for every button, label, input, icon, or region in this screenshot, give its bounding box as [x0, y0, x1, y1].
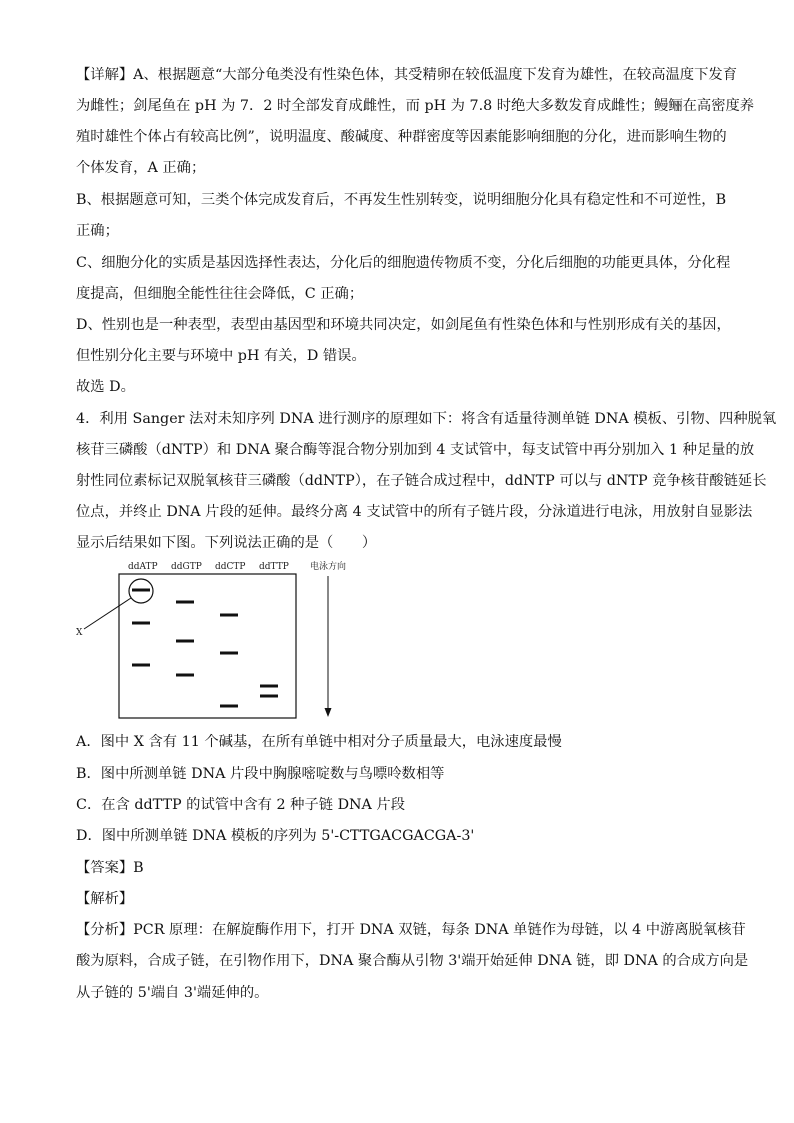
text-line: D、性别也是一种表型，表型由基因型和环境共同决定，如剑尾鱼有性染色体和与性别形成有关的基因，: [76, 317, 731, 333]
text-line: 【详解】A、根据题意“大部分龟类没有性染色体，其受精卵在较低温度下发育为雄性，在较高温度下发育: [76, 67, 737, 83]
lane-label-ddgtp: ddGTP: [171, 562, 202, 572]
lane-label-ddttp: ddTTP: [259, 562, 289, 572]
option-b: B．图中所测单链 DNA 片段中胸腺嘧啶数与鸟嘌呤数相等: [76, 766, 445, 782]
analysis-line: 酸为原料，合成子链，在引物作用下，DNA 聚合酶从引物 3'端开始延伸 DNA 链，即 DNA 的合成方向是: [76, 953, 749, 969]
option-a: A．图中 X 含有 11 个碱基，在所有单链中相对分子质量最大，电泳速度最慢: [76, 734, 562, 750]
text-line: 殖时雄性个体占有较高比例”，说明温度、酸碱度、种群密度等因素能影响细胞的分化，进而影响生物的: [76, 129, 727, 145]
question-line: 核苷三磷酸（dNTP）和 DNA 聚合酶等混合物分别加到 4 支试管中，每支试管中再分别加入 1 种足量的放: [76, 442, 755, 458]
band-ddatp-2: [132, 622, 150, 625]
band-ddgtp-2: [176, 640, 194, 643]
band-ddgtp-1: [176, 601, 194, 604]
lane-label-ddatp: ddATP: [128, 562, 158, 572]
direction-label: 电泳方向: [310, 562, 347, 572]
question-line: 4．利用 Sanger 法对未知序列 DNA 进行测序的原理如下：将含有适量待测单链 DNA 模板、引物、四种脱氧: [76, 411, 777, 427]
question-line: 显示后结果如下图。下列说法正确的是（ ）: [76, 535, 377, 551]
lane-label-ddctp: ddCTP: [215, 562, 246, 572]
text-line: B、根据题意可知，三类个体完成发育后，不再发生性别转变，说明细胞分化具有稳定性和不可逆性，B: [76, 192, 727, 208]
marker-label-x: X: [76, 628, 83, 638]
gel-figure: [74, 558, 364, 726]
analysis-heading: 【解析】: [76, 891, 134, 907]
band-ddctp-1: [220, 614, 238, 617]
band-ddatp-1: [132, 589, 150, 592]
marker-pointer-line: [84, 598, 131, 629]
band-ddttp-2: [260, 695, 278, 698]
question-line: 射性同位素标记双脱氧核苷三磷酸（ddNTP），在子链合成过程中，ddNTP 可以与 dNTP 竞争核苷酸链延长: [76, 473, 767, 489]
text-line: 正确；: [76, 223, 119, 239]
answer-line: 【答案】B: [76, 860, 144, 876]
gel-diagram: [74, 558, 364, 726]
analysis-line: 从子链的 5'端自 3'端延伸的。: [76, 985, 269, 1001]
band-ddgtp-3: [176, 674, 194, 677]
band-ddctp-3: [220, 705, 238, 708]
text-line: 度提高，但细胞全能性往往会降低，C 正确；: [76, 286, 364, 302]
question-line: 位点，并终止 DNA 片段的延伸。最终分离 4 支试管中的所有子链片段，分泳道进行电泳，用放射自显影法: [76, 504, 753, 520]
text-line: 个体发育，A 正确；: [76, 160, 206, 176]
text-line: C、细胞分化的实质是基因选择性表达，分化后的细胞遗传物质不变，分化后细胞的功能更具体，分化程: [76, 255, 731, 271]
direction-arrow-head: [325, 708, 332, 717]
analysis-line: 【分析】PCR 原理：在解旋酶作用下，打开 DNA 双链，每条 DNA 单链作为母链，以 4 中游离脱氧核苷: [76, 922, 746, 938]
option-d: D．图中所测单链 DNA 模板的序列为 5'-CTTGACGACGA-3': [76, 828, 475, 844]
text-line: 故选 D。: [76, 379, 135, 395]
option-c: C．在含 ddTTP 的试管中含有 2 种子链 DNA 片段: [76, 797, 406, 813]
band-ddctp-2: [220, 652, 238, 655]
band-ddttp-1: [260, 685, 278, 688]
text-line: 但性别分化主要与环境中 pH 有关，D 错误。: [76, 348, 366, 364]
text-line: 为雌性；剑尾鱼在 pH 为 7．2 时全部发育成雌性，而 pH 为 7.8 时绝大多数发育成雌性；鳗鲡在高密度养: [76, 98, 755, 114]
band-ddatp-3: [132, 664, 150, 667]
